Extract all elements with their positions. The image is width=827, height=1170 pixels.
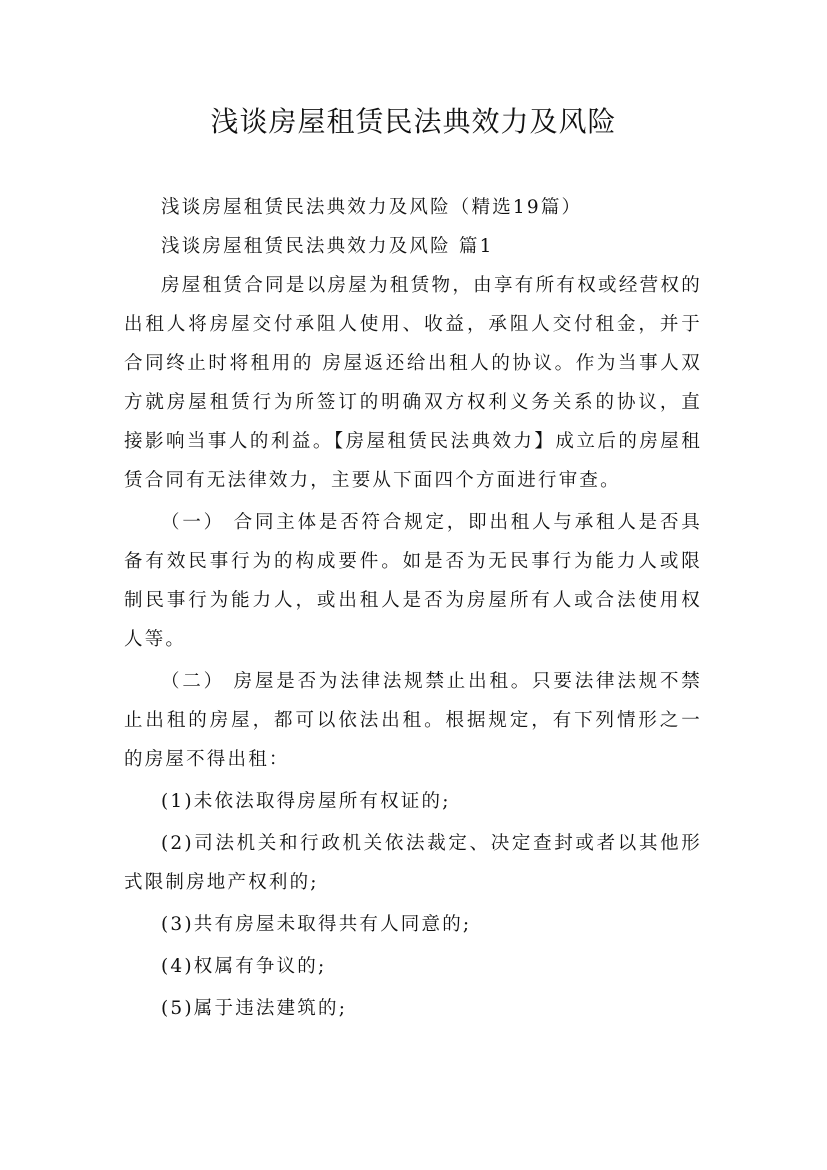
list-item-4: (4)权属有争议的; [161,956,327,977]
list-item-2: (2)司法机关和行政机关依法裁定、决定查封或者以其他形式限制房地产权利的; [124,833,702,893]
paragraph-intro: 房屋租赁合同是以房屋为租赁物，由享有所有权或经营权的出租人将房屋交付承阻人使用、收益，承阻人交付租金，并于合同终止时将租用的 房屋返还给出租人的协议。作为当事人双方就房屋租赁行为所签订的明确双方权利义务关系的协议，直接影响当事人的利益。【房屋租赁民法典效力】成立后的房屋租赁合同有无法律效力，主要从下面四个方面进行审查。 [124,275,702,491]
paragraph-section-heading: 浅谈房屋租赁民法典效力及风险 篇1 [161,236,494,257]
list-item-5: (5)属于违法建筑的; [161,998,348,1019]
list-item-3: (3)共有房屋未取得共有人同意的; [161,914,472,935]
document-body [124,188,702,1028]
document-title: 浅谈房屋租赁民法典效力及风险 [210,105,617,138]
paragraph-subtitle: 浅谈房屋租赁民法典效力及风险（精选19篇） [161,197,583,218]
paragraph-point-two: （二） 房屋是否为法律法规禁止出租。只要法律法规不禁止出租的房屋，都可以依法出租。根据规定，有下列情形之一的房屋不得出租： [124,671,702,770]
list-item-1: (1)未依法取得房屋所有权证的; [161,791,451,812]
paragraph-point-one: （一） 合同主体是否符合规定，即出租人与承租人是否具备有效民事行为的构成要件。如是否为无民事行为能力人或限制民事行为能力人，或出租人是否为房屋所有人或合法使用权人等。 [124,512,702,650]
